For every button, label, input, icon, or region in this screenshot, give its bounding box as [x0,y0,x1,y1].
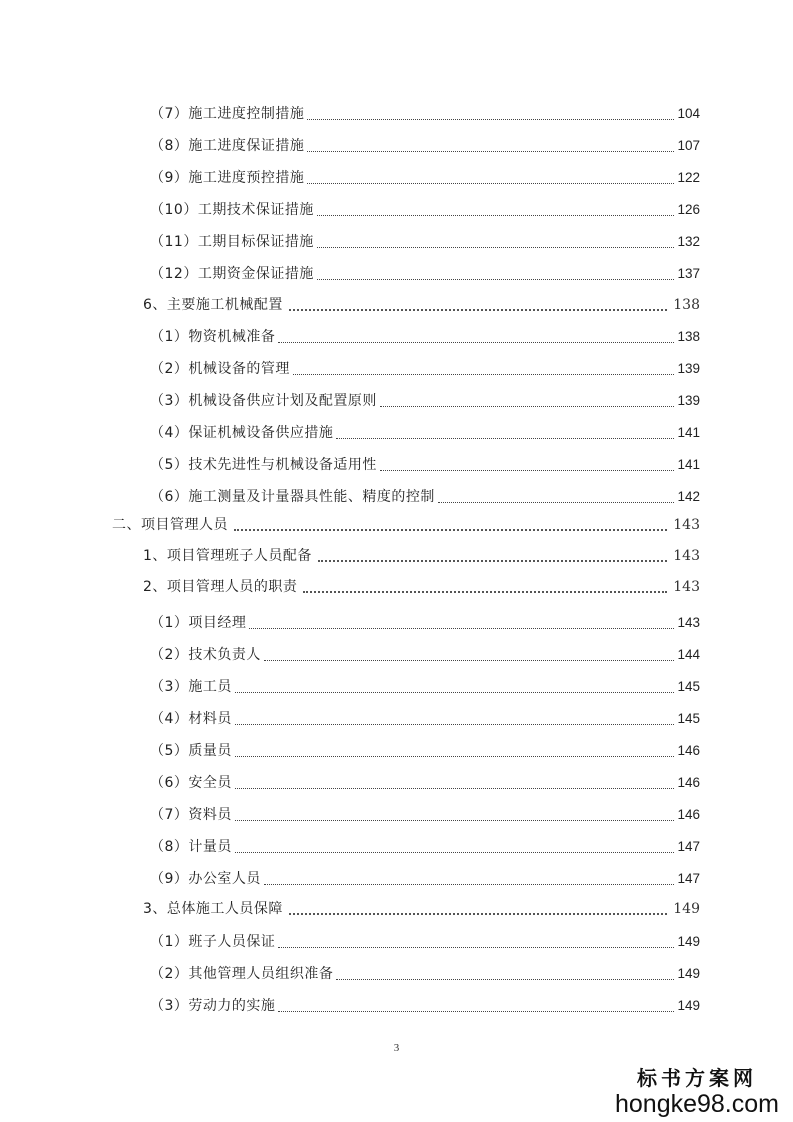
toc-entry-page-number: 143 [673,579,700,595]
toc-entry-page-number: 126 [677,202,700,217]
toc-entry-page-number: 122 [677,170,700,185]
watermark-chinese-text: 标书方案网 [636,1066,757,1090]
toc-entry-title: 二、项目管理人员 [112,517,228,533]
toc-dot-leader [278,999,674,1012]
toc-dot-leader [278,935,674,948]
toc-dot-leader [293,362,675,375]
toc-entry-page-number: 142 [677,489,700,504]
toc-entry-title: （11）工期目标保证措施 [150,234,314,250]
toc-entry[interactable] [150,741,700,761]
toc-entry-page-number: 143 [673,517,700,533]
toc-entry[interactable] [150,805,700,825]
toc-entry-page-number: 139 [677,361,700,376]
toc-dot-leader [235,840,675,853]
toc-entry-page-number: 145 [677,679,700,694]
toc-entry[interactable] [150,359,700,379]
toc-entry[interactable] [150,837,700,857]
toc-dot-leader [336,426,674,439]
toc-dot-leader [317,203,675,216]
toc-entry-title: （3）机械设备供应计划及配置原则 [150,393,377,409]
toc-entry-page-number: 147 [677,871,700,886]
toc-entry[interactable] [143,546,700,566]
toc-entry[interactable] [150,168,700,188]
toc-dot-leader [235,808,675,821]
toc-entry-page-number: 144 [677,647,700,662]
page-number: 3 [393,1042,400,1054]
toc-entry-title: （12）工期资金保证措施 [150,266,314,282]
toc-entry-title: （1）物资机械准备 [150,329,276,345]
toc-entry-page-number: 146 [677,775,700,790]
toc-entry[interactable] [150,869,700,889]
toc-entry[interactable] [150,773,700,793]
toc-dot-leader [278,330,674,343]
toc-entry-title: （1）项目经理 [150,615,247,631]
toc-entry-page-number: 149 [677,934,700,949]
toc-dot-leader [289,298,667,311]
toc-dot-leader [380,458,675,471]
toc-dot-leader [438,490,675,503]
toc-entry-page-number: 138 [673,297,700,313]
toc-entry[interactable] [150,200,700,220]
toc-entry[interactable] [143,899,700,919]
toc-dot-leader [303,580,667,593]
toc-entry-page-number: 137 [677,266,700,281]
toc-entry-page-number: 104 [677,106,700,121]
toc-entry-title: （5）质量员 [150,743,232,759]
toc-dot-leader [307,107,674,120]
toc-dot-leader [235,744,675,757]
toc-entry[interactable] [150,455,700,475]
toc-entry[interactable] [150,423,700,443]
toc-dot-leader [289,902,667,915]
toc-entry[interactable] [150,264,700,284]
toc-dot-leader [307,139,674,152]
toc-dot-leader [235,712,675,725]
toc-entry[interactable] [150,964,700,984]
toc-dot-leader [264,648,675,661]
toc-entry[interactable] [150,613,700,633]
toc-entry[interactable] [150,136,700,156]
toc-dot-leader [234,518,667,531]
toc-entry-title: （2）技术负责人 [150,647,261,663]
toc-entry-title: （9）办公室人员 [150,871,261,887]
toc-entry-title: 2、项目管理人员的职责 [143,579,298,595]
toc-entry-page-number: 145 [677,711,700,726]
toc-entry-title: （4）材料员 [150,711,232,727]
toc-entry[interactable] [143,295,700,315]
toc-entry[interactable] [150,709,700,729]
toc-entry-page-number: 141 [677,425,700,440]
toc-entry-title: （10）工期技术保证措施 [150,202,314,218]
toc-dot-leader [249,616,674,629]
toc-entry-page-number: 149 [673,901,700,917]
watermark [615,1062,779,1117]
toc-entry-title: （2）机械设备的管理 [150,361,290,377]
toc-entry-page-number: 141 [677,457,700,472]
toc-dot-leader [235,776,675,789]
toc-entry-title: 6、主要施工机械配置 [143,297,283,313]
toc-entry-title: （1）班子人员保证 [150,934,276,950]
toc-entry-page-number: 149 [677,966,700,981]
toc-entry-page-number: 107 [677,138,700,153]
toc-dot-leader [264,872,675,885]
toc-entry-title: （9）施工进度预控措施 [150,170,305,186]
toc-entry-title: （6）安全员 [150,775,232,791]
toc-entry[interactable] [150,677,700,697]
toc-entry[interactable] [150,104,700,124]
watermark-url-text: hongke98.com [614,1090,779,1118]
toc-entry-title: （2）其他管理人员组织准备 [150,966,334,982]
toc-entry-title: （7）资料员 [150,807,232,823]
toc-entry-page-number: 146 [677,807,700,822]
toc-entry[interactable] [150,327,700,347]
toc-entry-page-number: 132 [677,234,700,249]
toc-entry-title: （3）劳动力的实施 [150,998,276,1014]
toc-entry-title: 1、项目管理班子人员配备 [143,548,312,564]
toc-dot-leader [380,394,675,407]
toc-dot-leader [336,967,674,980]
toc-entry-page-number: 149 [677,998,700,1013]
toc-dot-leader [317,267,675,280]
toc-dot-leader [318,549,667,562]
toc-entry[interactable] [150,996,700,1016]
toc-entry[interactable] [150,391,700,411]
toc-entry-title: （6）施工测量及计量器具性能、精度的控制 [150,489,435,505]
toc-entry[interactable] [143,577,700,597]
toc-entry-title: （3）施工员 [150,679,232,695]
toc-entry-page-number: 143 [673,548,700,564]
toc-entry-page-number: 143 [677,615,700,630]
toc-entry[interactable] [150,932,700,952]
toc-entry-title: （5）技术先进性与机械设备适用性 [150,457,377,473]
toc-entry-title: （7）施工进度控制措施 [150,106,305,122]
toc-entry[interactable] [150,232,700,252]
toc-entry-title: 3、总体施工人员保障 [143,901,283,917]
toc-entry-page-number: 138 [677,329,700,344]
toc-dot-leader [235,680,675,693]
toc-entry[interactable] [112,515,700,535]
toc-entry-page-number: 146 [677,743,700,758]
toc-dot-leader [307,171,674,184]
toc-entry-title: （8）计量员 [150,839,232,855]
toc-entry[interactable] [150,645,700,665]
toc-dot-leader [317,235,675,248]
toc-entry-page-number: 139 [677,393,700,408]
toc-entry-page-number: 147 [677,839,700,854]
toc-entry-title: （8）施工进度保证措施 [150,138,305,154]
toc-entry[interactable] [150,487,700,507]
toc-entry-title: （4）保证机械设备供应措施 [150,425,334,441]
